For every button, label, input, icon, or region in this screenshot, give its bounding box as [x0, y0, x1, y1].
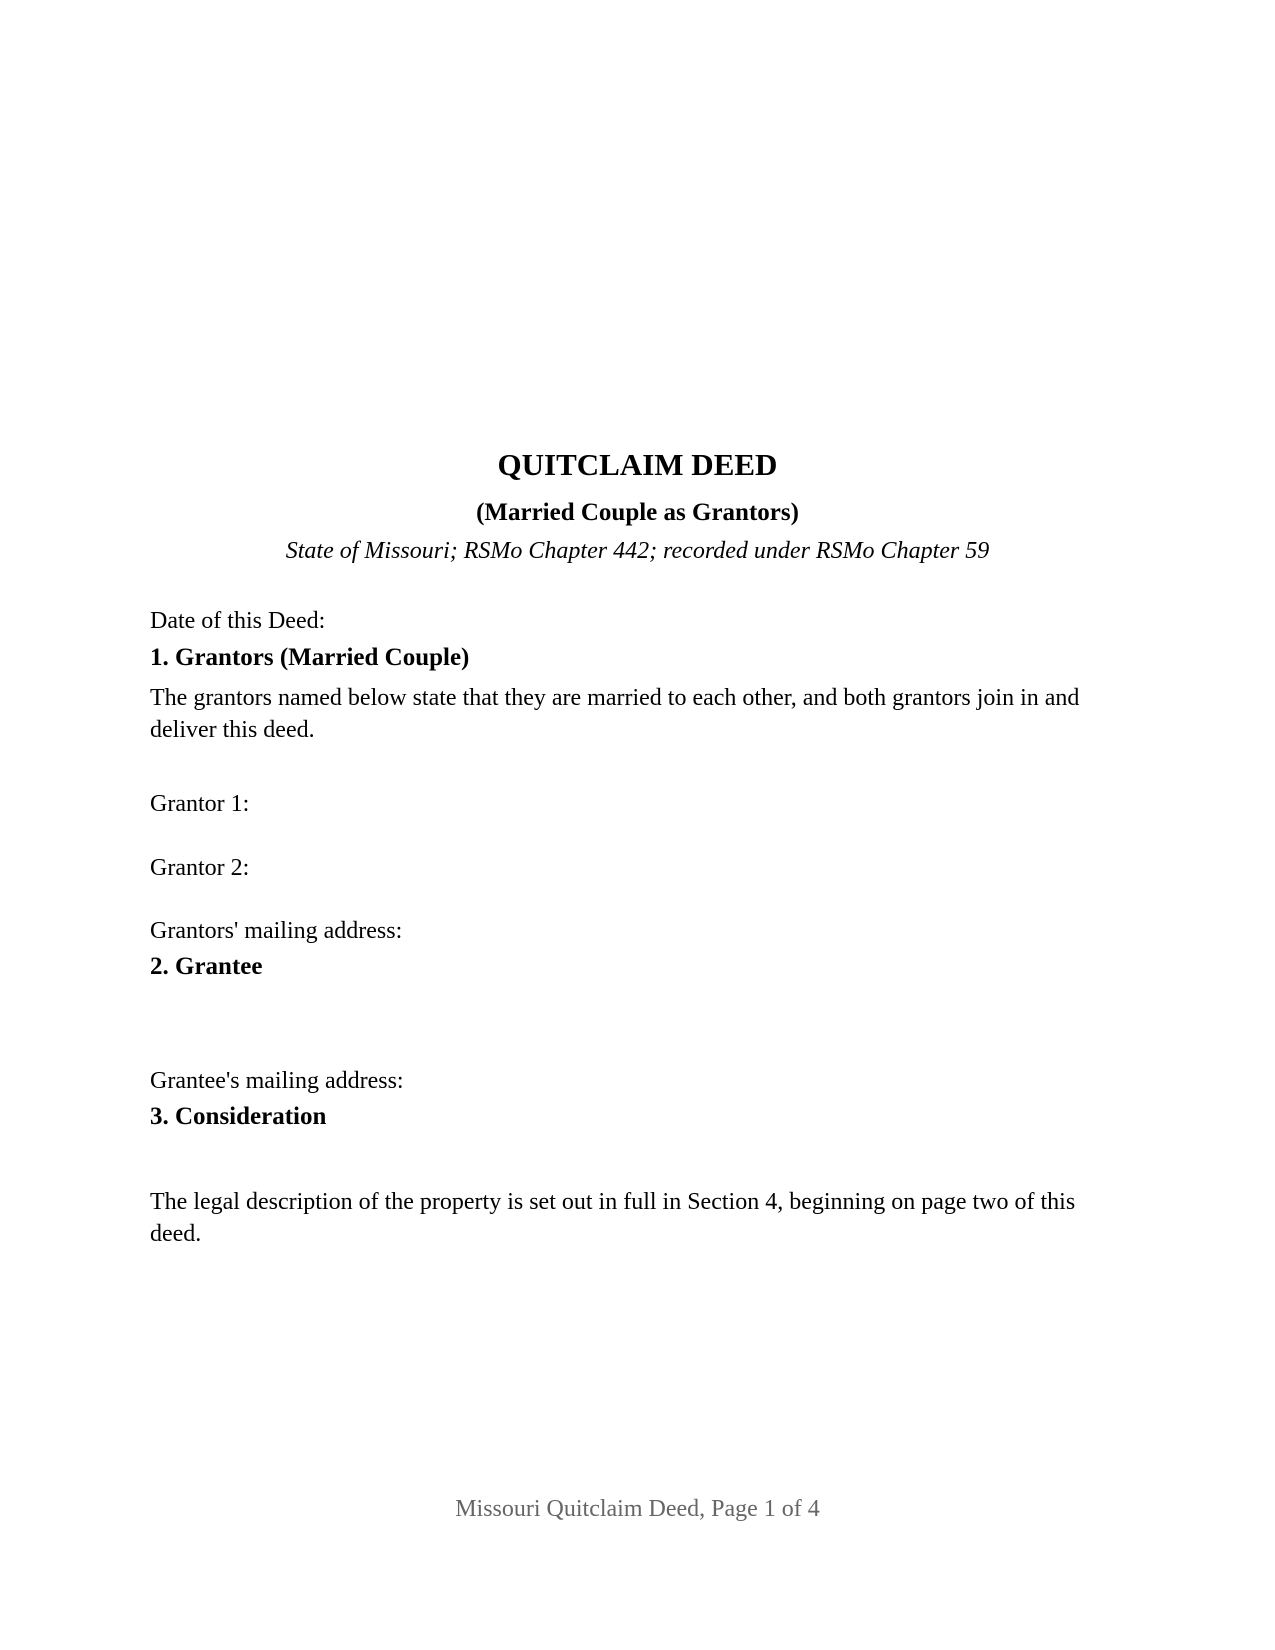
legal-description-note: The legal description of the property is set out in full in Section 4, beginning on page two of this deed.: [150, 1189, 1076, 1247]
grantors-intro: The grantors named below state that they are married to each other, and both grantors join in and deliver this deed.: [150, 685, 1080, 743]
document-subtitle: (Married Couple as Grantors): [476, 499, 799, 526]
grantor1-label: Grantor 1:: [150, 791, 250, 817]
grantors-heading: 1. Grantors (Married Couple): [150, 644, 470, 671]
grantor2-label: Grantor 2:: [150, 855, 250, 881]
statute-line: State of Missouri; RSMo Chapter 442; recorded under RSMo Chapter 59: [285, 538, 990, 564]
page-footer: Missouri Quitclaim Deed, Page 1 of 4: [455, 1496, 820, 1522]
grantors-mailing-label: Grantors' mailing address:: [150, 918, 403, 944]
document-title: QUITCLAIM DEED: [497, 447, 778, 482]
date-label: Date of this Deed:: [150, 608, 326, 634]
consideration-heading: 3. Consideration: [150, 1103, 327, 1130]
grantee-heading: 2. Grantee: [150, 953, 263, 980]
grantee-mailing-label: Grantee's mailing address:: [150, 1068, 404, 1094]
